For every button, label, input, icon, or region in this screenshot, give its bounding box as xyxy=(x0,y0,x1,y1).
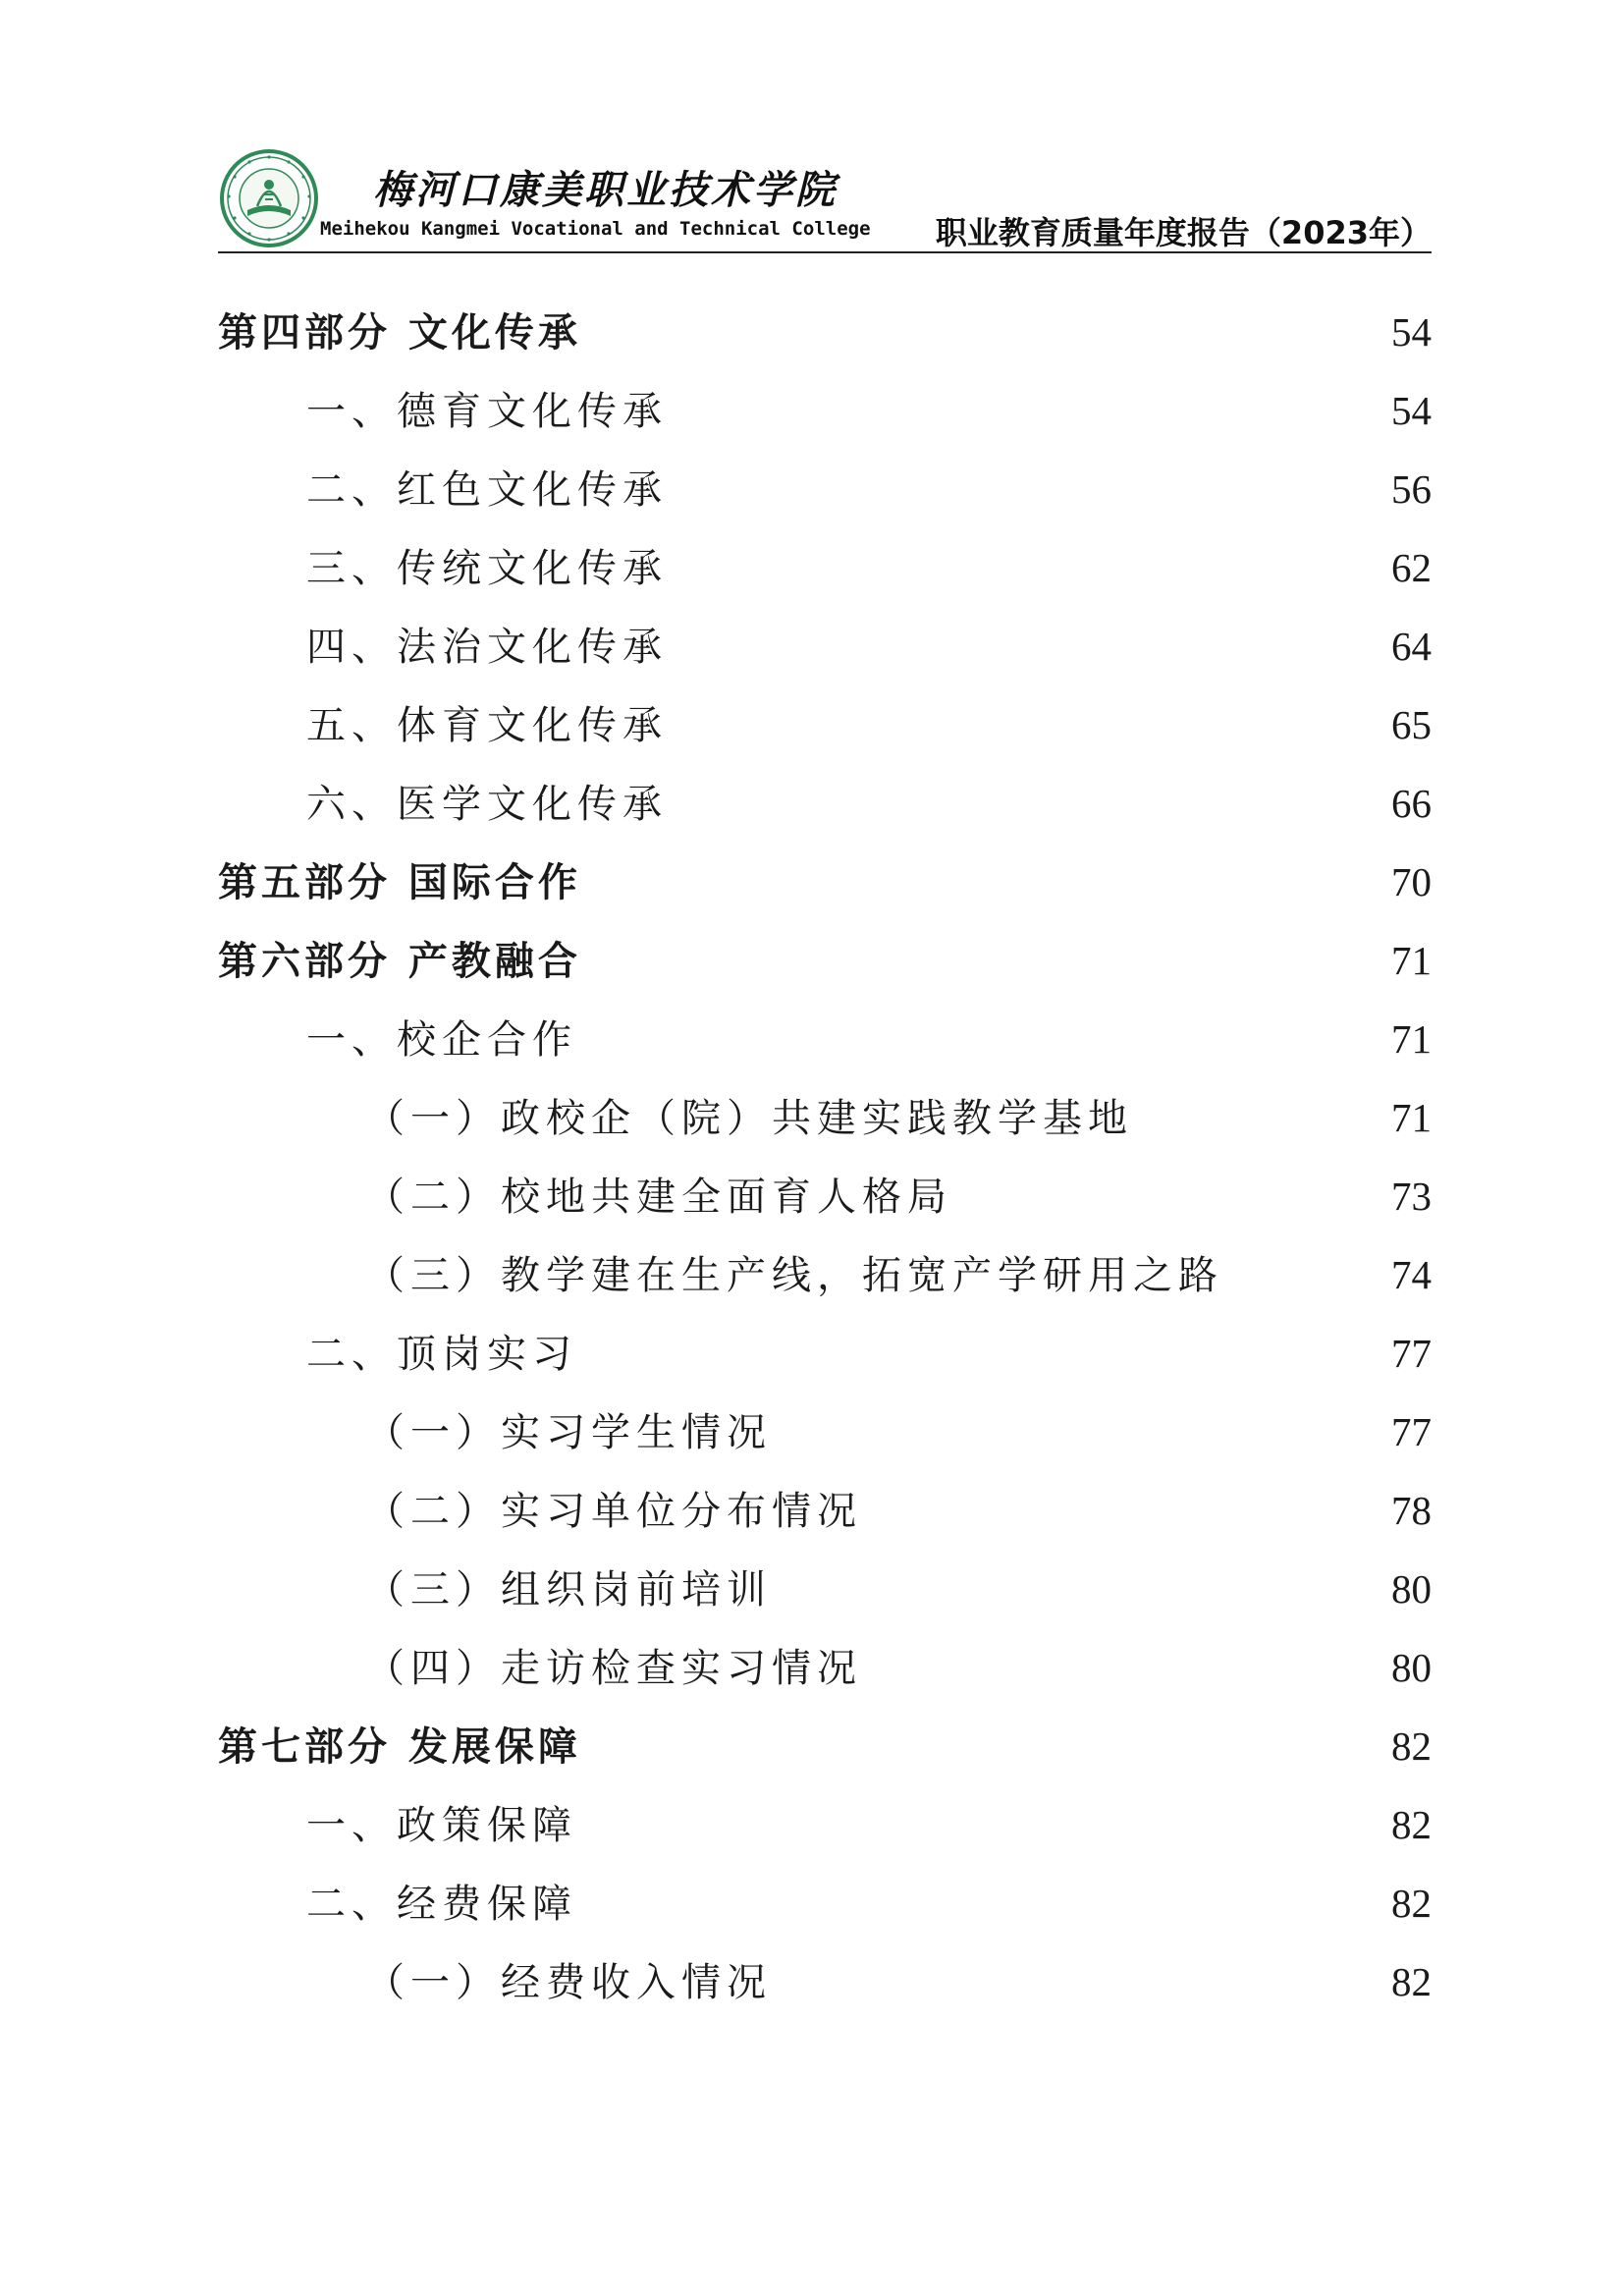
toc-entry[interactable] xyxy=(218,1166,1432,1244)
dot-leader xyxy=(583,1336,1377,1375)
toc-entry[interactable] xyxy=(218,1558,1432,1637)
toc-entry-label: 五、体育文化传承 xyxy=(306,703,668,748)
toc-page-number: 82 xyxy=(1391,1881,1432,1926)
toc-entry[interactable] xyxy=(218,694,1432,773)
dot-leader xyxy=(587,314,1377,354)
toc-page-number: 66 xyxy=(1391,781,1432,826)
toc-page-number: 82 xyxy=(1391,1723,1432,1769)
toc-page-number: 54 xyxy=(1391,388,1432,433)
toc-entry[interactable] xyxy=(218,537,1432,616)
toc-entry-label: 三、传统文化传承 xyxy=(306,546,668,591)
page-header xyxy=(218,147,1432,249)
toc-page-number: 78 xyxy=(1391,1488,1432,1533)
toc-page-number: 77 xyxy=(1391,1409,1432,1454)
college-name-chinese: 梅河口康美职业技术学院 xyxy=(373,167,838,213)
toc-page-number: 70 xyxy=(1391,859,1432,904)
report-title: 职业教育质量年度报告（2023年） xyxy=(935,214,1432,251)
toc-page-number: 74 xyxy=(1391,1252,1432,1297)
toc-page-number: 62 xyxy=(1391,545,1432,590)
toc-entry[interactable] xyxy=(218,301,1432,380)
header-divider xyxy=(218,251,1432,253)
dot-leader xyxy=(1139,1100,1377,1139)
toc-entry[interactable] xyxy=(218,1951,1432,2030)
toc-entry-label: （一）实习学生情况 xyxy=(365,1410,772,1455)
toc-entry-label: 四、法治文化传承 xyxy=(306,625,668,670)
dot-leader xyxy=(778,1571,1377,1611)
toc-entry-label: 第六部分 产教融合 xyxy=(218,938,581,984)
toc-page-number: 82 xyxy=(1391,1959,1432,2004)
dot-leader xyxy=(868,1493,1377,1532)
toc-entry-label: 二、顶岗实习 xyxy=(306,1332,577,1377)
dot-leader xyxy=(587,1728,1377,1768)
toc-entry-label: （四）走访检查实习情况 xyxy=(365,1646,862,1691)
dot-leader xyxy=(674,629,1377,668)
toc-entry-label: （二）实习单位分布情况 xyxy=(365,1489,862,1534)
dot-leader xyxy=(778,1964,1377,2003)
toc-entry[interactable] xyxy=(218,930,1432,1009)
toc-entry[interactable] xyxy=(218,1087,1432,1166)
toc-entry[interactable] xyxy=(218,773,1432,851)
toc-page-number: 71 xyxy=(1391,1016,1432,1062)
dot-leader xyxy=(674,786,1377,825)
dot-leader xyxy=(583,1807,1377,1846)
toc-page-number: 71 xyxy=(1391,1095,1432,1140)
toc-page-number: 73 xyxy=(1391,1174,1432,1219)
dot-leader xyxy=(587,943,1377,982)
toc-page-number: 80 xyxy=(1391,1645,1432,1690)
toc-entry[interactable] xyxy=(218,1794,1432,1873)
toc-entry[interactable] xyxy=(218,380,1432,459)
dot-leader xyxy=(674,550,1377,589)
college-name-english: Meihekou Kangmei Vocational and Technical College xyxy=(320,218,871,240)
dot-leader xyxy=(583,1886,1377,1925)
dot-leader xyxy=(583,1021,1377,1061)
toc-page-number: 56 xyxy=(1391,466,1432,512)
toc-entry[interactable] xyxy=(218,1323,1432,1401)
toc-page-number: 65 xyxy=(1391,702,1432,747)
toc-entry[interactable] xyxy=(218,1480,1432,1558)
toc-entry[interactable] xyxy=(218,1244,1432,1323)
college-seal-logo xyxy=(218,147,320,249)
dot-leader xyxy=(674,393,1377,432)
toc-page-number: 64 xyxy=(1391,624,1432,669)
toc-entry-label: 二、红色文化传承 xyxy=(306,467,668,513)
toc-entry[interactable] xyxy=(218,459,1432,537)
toc-page-number: 54 xyxy=(1391,309,1432,355)
toc-entry-label: 第四部分 文化传承 xyxy=(218,309,581,355)
dot-leader xyxy=(778,1414,1377,1453)
toc-page-number: 80 xyxy=(1391,1566,1432,1612)
dot-leader xyxy=(587,864,1377,903)
toc-page-number: 82 xyxy=(1391,1802,1432,1847)
toc-entry[interactable] xyxy=(218,1401,1432,1480)
toc-entry-label: 第五部分 国际合作 xyxy=(218,859,581,905)
dot-leader xyxy=(1229,1257,1377,1296)
toc-entry-label: 一、校企合作 xyxy=(306,1017,577,1063)
toc-entry[interactable] xyxy=(218,1873,1432,1951)
toc-entry[interactable] xyxy=(218,616,1432,694)
toc-entry-label: 一、政策保障 xyxy=(306,1803,577,1848)
dot-leader xyxy=(674,707,1377,746)
toc-entry-label: 一、德育文化传承 xyxy=(306,389,668,434)
dot-leader xyxy=(958,1178,1377,1218)
toc-entry-label: 二、经费保障 xyxy=(306,1882,577,1927)
toc-entry[interactable] xyxy=(218,1009,1432,1087)
toc-entry[interactable] xyxy=(218,851,1432,930)
toc-entry-label: （三）组织岗前培训 xyxy=(365,1567,772,1613)
toc-page-number: 71 xyxy=(1391,938,1432,983)
toc-entry-label: （三）教学建在生产线，拓宽产学研用之路 xyxy=(365,1253,1223,1298)
toc-entry-label: （一）经费收入情况 xyxy=(365,1960,772,2005)
toc-entry-label: 第七部分 发展保障 xyxy=(218,1723,581,1770)
toc-entry-label: （一）政校企（院）共建实践教学基地 xyxy=(365,1096,1133,1141)
toc-entry-label: （二）校地共建全面育人格局 xyxy=(365,1175,952,1220)
dot-leader xyxy=(868,1650,1377,1689)
toc-entry[interactable] xyxy=(218,1637,1432,1716)
toc-entry[interactable] xyxy=(218,1716,1432,1794)
dot-leader xyxy=(674,471,1377,511)
toc-entry-label: 六、医学文化传承 xyxy=(306,782,668,827)
toc-page-number: 77 xyxy=(1391,1331,1432,1376)
table-of-contents xyxy=(218,301,1432,2030)
